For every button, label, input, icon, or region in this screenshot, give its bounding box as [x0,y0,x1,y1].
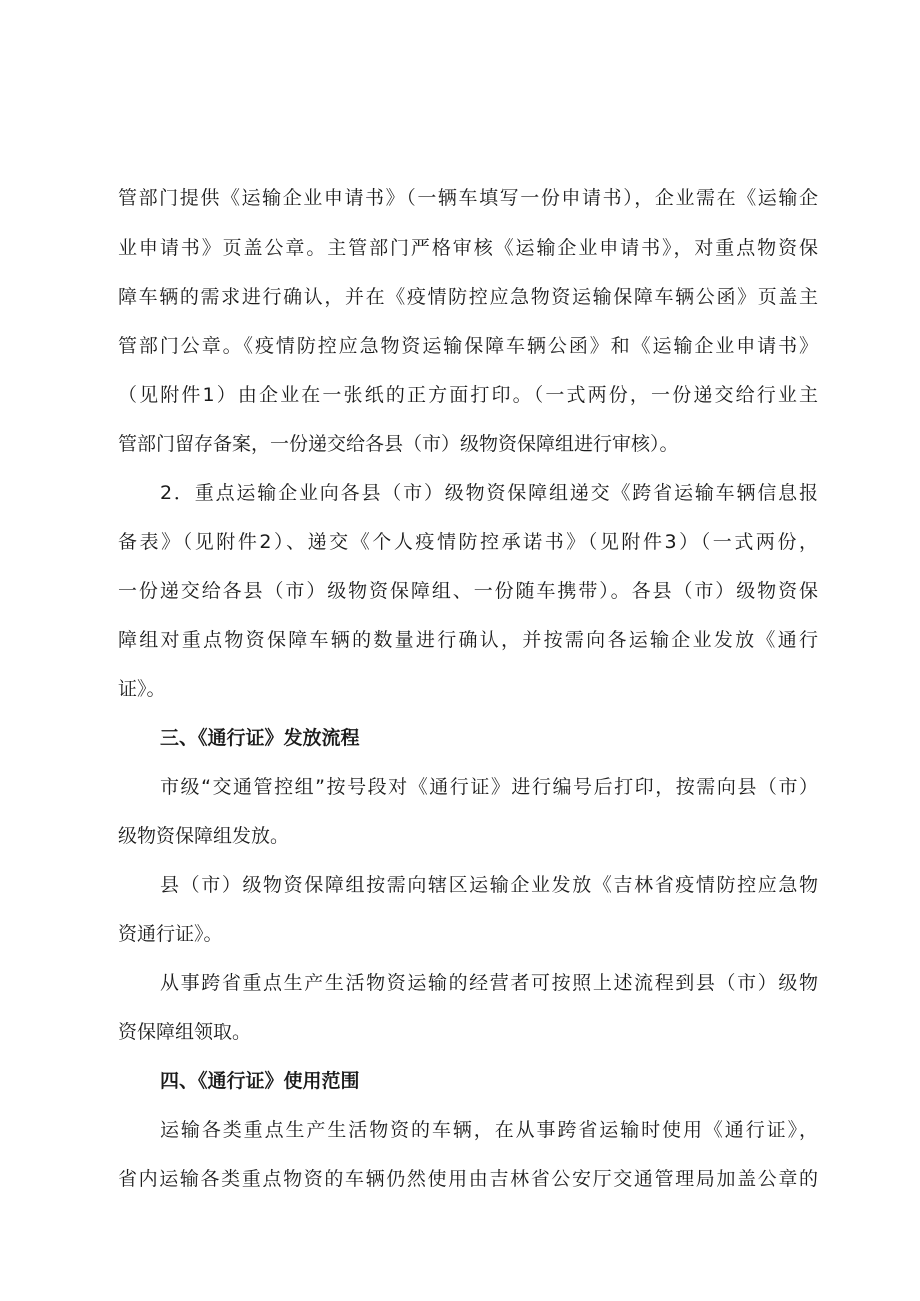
paragraph-1-line-4: 管部门公章。《疫情防控应急物资运输保障车辆公函》和《运输企业申请书》 [118,335,818,357]
paragraph-1-line-2: 业申请书》页盖公章。主管部门严格审核《运输企业申请书》，对重点物资保 [118,237,818,259]
section-heading-3: 三、《通行证》发放流程 [160,727,360,749]
paragraph-4-line-2: 资通行证》。 [118,923,223,945]
paragraph-1-line-3: 障车辆的需求进行确认，并在《疫情防控应急物资运输保障车辆公函》页盖主 [118,286,818,308]
paragraph-2-line-5: 证》。 [118,678,166,700]
paragraph-1-line-1: 管部门提供《运输企业申请书》（一辆车填写一份申请书），企业需在《运输企 [118,187,818,209]
paragraph-1-line-6: 管部门留存备案，一份递交给各县（市）级物资保障组进行审核）。 [118,433,679,455]
paragraph-2-line-2: 备表》（见附件2）、递交《个人疫情防控承诺书》（见附件3）（一式两份， [118,531,818,553]
paragraph-2-line-3: 一份递交给各县（市）级物资保障组、一份随车携带）。各县（市）级物资保 [118,580,818,602]
paragraph-2-line-4: 障组对重点物资保障车辆的数量进行确认，并按需向各运输企业发放《通行 [118,629,818,651]
paragraph-1-line-5: （见附件1）由企业在一张纸的正方面打印。（一式两份，一份递交给行业主 [118,384,818,406]
paragraph-6-line-1: 运输各类重点生产生活物资的车辆，在从事跨省运输时使用《通行证》， [160,1119,818,1141]
paragraph-5-line-1: 从事跨省重点生产生活物资运输的经营者可按照上述流程到县（市）级物 [160,972,818,994]
paragraph-3-line-1: 市级“交通管控组”按号段对《通行证》进行编号后打印，按需向县（市） [160,776,818,798]
paragraph-6-line-2: 省内运输各类重点物资的车辆仍然使用由吉林省公安厅交通管理局加盖公章的 [118,1168,818,1190]
paragraph-5-line-2: 资保障组领取。 [118,1021,252,1043]
paragraph-3-line-2: 级物资保障组发放。 [118,825,290,847]
paragraph-4-line-1: 县（市）级物资保障组按需向辖区运输企业发放《吉林省疫情防控应急物 [160,874,818,896]
paragraph-2-line-1: 2．重点运输企业向各县（市）级物资保障组递交《跨省运输车辆信息报 [160,482,818,504]
section-heading-4: 四、《通行证》使用范围 [160,1070,360,1092]
